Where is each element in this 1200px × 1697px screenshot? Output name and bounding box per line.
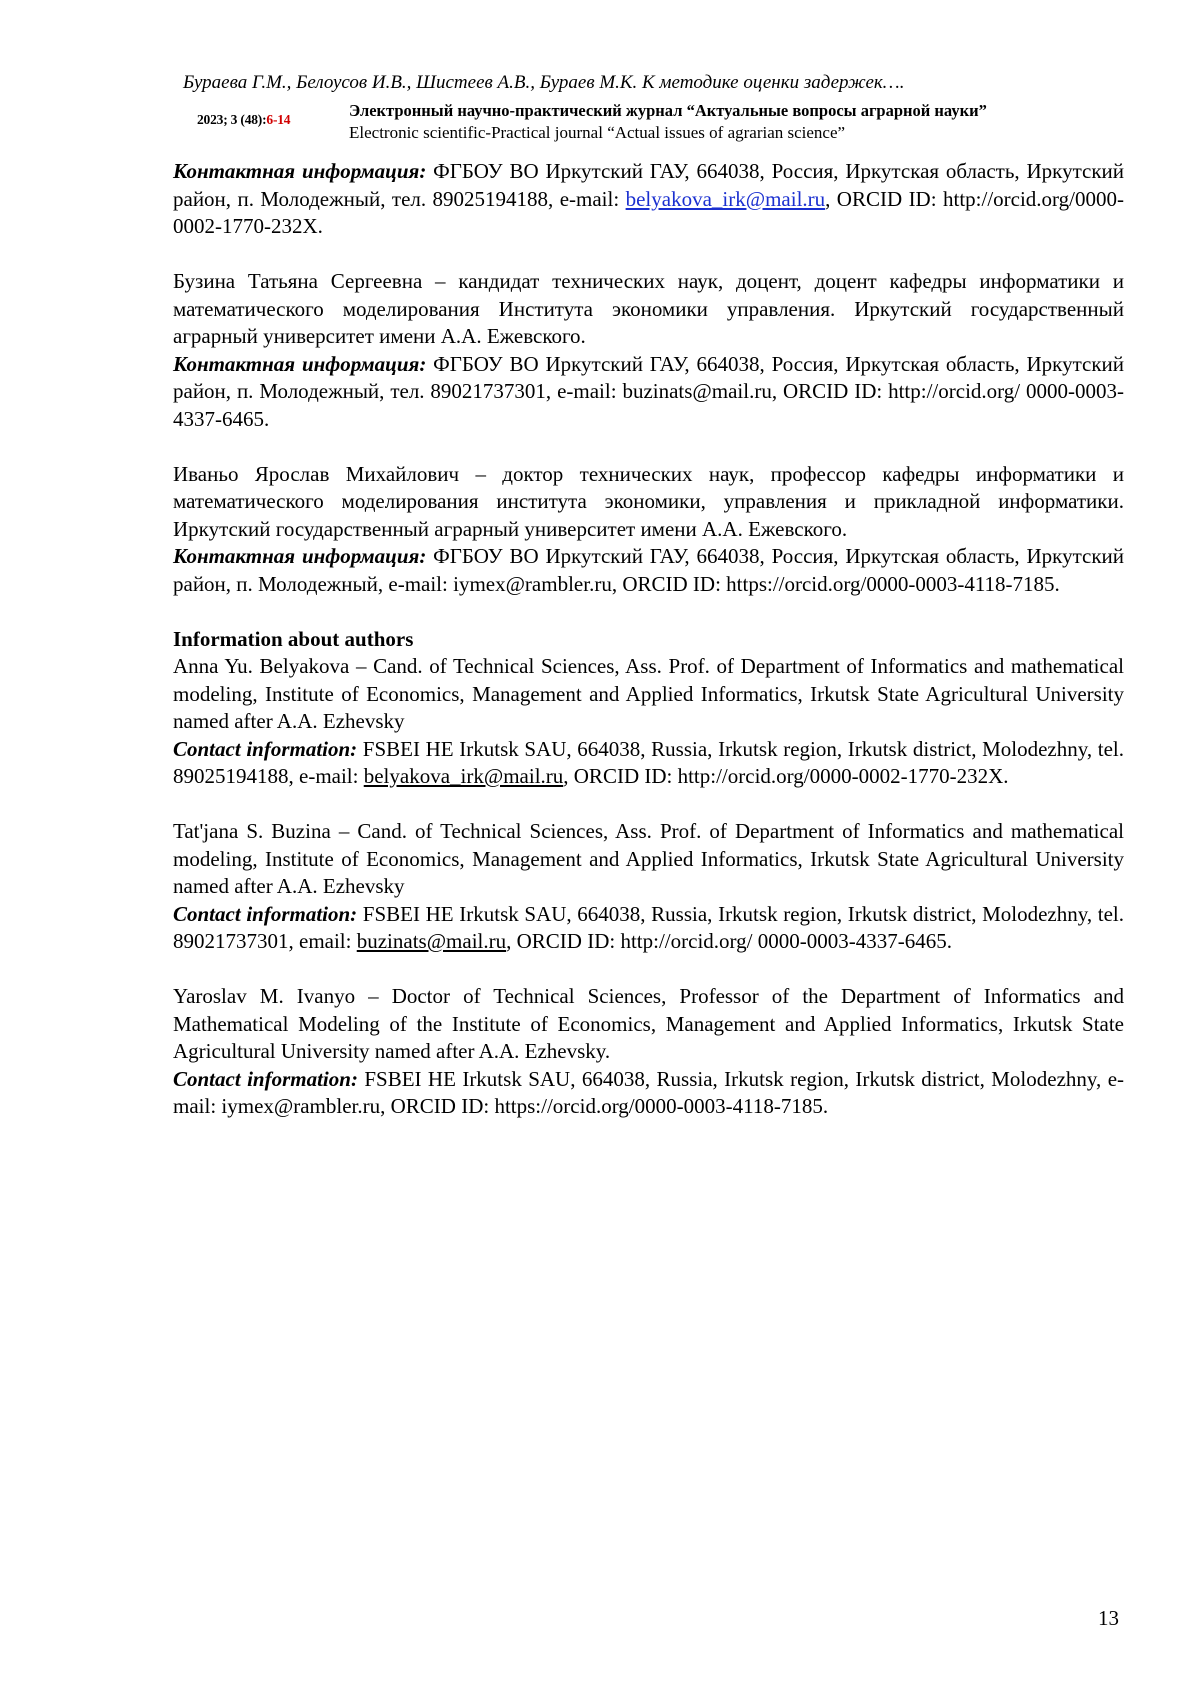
email-link[interactable]: belyakova_irk@mail.ru <box>364 764 564 788</box>
contact-text: , ORCID ID: http://orcid.org/0000-0002-1770-232X. <box>563 764 1008 788</box>
page-number: 13 <box>1098 1606 1119 1631</box>
paragraph-gap <box>173 598 1124 626</box>
en-author3-contact <box>173 1066 1124 1121</box>
journal-title-en: Electronic scientific-Practical journal “Actual issues of agrarian science” <box>349 123 845 143</box>
paragraph-gap <box>173 241 1124 269</box>
running-head: Бураева Г.М., Белоусов И.В., Шистеев А.В., Бураев М.К. К методике оценки задержек…. <box>183 72 904 94</box>
contact-text: ФГБОУ ВО Иркутский ГАУ, 664038, Россия, Иркутская область, Иркутский район, п. Молодежный, тел. 89021737301, e-mail: buzinats@mail.ru, ORCID ID: http://orcid.org/ 0000-0003-4337-6465. <box>173 352 1124 431</box>
contact-text: ФГБОУ ВО Иркутский ГАУ, 664038, Россия, Иркутская область, Иркутский район, п. Молодежный, e-mail: iymex@rambler.ru, ORCID ID: https://orcid.org/0000-0003-4118-7185. <box>173 544 1124 596</box>
contact-text: FSBEI HE Irkutsk SAU, 664038, Russia, Irkutsk region, Irkutsk district, Molodezhny, tel. 89021737301, email: <box>173 902 1124 954</box>
email-link[interactable]: buzinats@mail.ru <box>357 929 506 953</box>
contact-text: , ORCID ID: http://orcid.org/ 0000-0003-4337-6465. <box>506 929 952 953</box>
contact-label: Contact information: <box>173 902 357 926</box>
journal-title-ru: Электронный научно-практический журнал “Актуальные вопросы аграрной науки” <box>349 101 987 121</box>
issue-number: 2023; 3 (48): <box>197 112 266 127</box>
contact-text: FSBEI HE Irkutsk SAU, 664038, Russia, Irkutsk region, Irkutsk district, Molodezhny, e-mail: iymex@rambler.ru, ORCID ID: https://orcid.org/0000-0003-4118-7185. <box>173 1067 1124 1119</box>
contact-label: Контактная информация: <box>173 352 426 376</box>
ru-author3-contact <box>173 543 1124 598</box>
contact-label: Контактная информация: <box>173 159 426 183</box>
ru-author2-contact <box>173 351 1124 434</box>
ru-author1-contact <box>173 158 1124 241</box>
en-author2-bio: Tat'jana S. Buzina – Cand. of Technical Sciences, Ass. Prof. of Department of Informatics and mathematical modeling, Institute of Economics, Management and Applied Informatics, Irkutsk State Agricultural University named after A.A. Ezhevsky <box>173 818 1124 901</box>
contact-text: , ORCID ID: http://orcid.org/0000-0002-1770-232X. <box>173 187 1124 239</box>
paragraph-gap <box>173 956 1124 984</box>
issue-info <box>197 112 290 128</box>
page-content <box>173 158 1124 1121</box>
en-author3-bio: Yaroslav M. Ivanyo – Doctor of Technical Sciences, Professor of the Department of Informatics and Mathematical Modeling of the Institute of Economics, Management and Applied Informatics, Irkutsk State Agricultural University named after A.A. Ezhevsky. <box>173 983 1124 1066</box>
issue-pages: 6-14 <box>266 112 290 127</box>
en-author1-bio: Anna Yu. Belyakova – Cand. of Technical Sciences, Ass. Prof. of Department of Informatics and mathematical modeling, Institute of Economics, Management and Applied Informatics, Irkutsk State Agricultural University named after A.A. Ezhevsky <box>173 653 1124 736</box>
ru-author3-bio: Иваньо Ярослав Михайлович – доктор технических наук, профессор кафедры информатики и математического моделирования института экономики, управления и прикладной информатики. Иркутский государственный аграрный университет имени А.А. Ежевского. <box>173 461 1124 544</box>
contact-label: Contact information: <box>173 1067 358 1091</box>
email-link[interactable]: belyakova_irk@mail.ru <box>626 187 826 211</box>
en-author1-contact <box>173 736 1124 791</box>
paragraph-gap <box>173 791 1124 819</box>
contact-label: Контактная информация: <box>173 544 426 568</box>
ru-author2-bio: Бузина Татьяна Сергеевна – кандидат технических наук, доцент, доцент кафедры информатики и математического моделирования Института экономики управления. Иркутский государственный аграрный университет имени А.А. Ежевского. <box>173 268 1124 351</box>
paragraph-gap <box>173 433 1124 461</box>
contact-text: FSBEI HE Irkutsk SAU, 664038, Russia, Irkutsk region, Irkutsk district, Molodezhny, tel. 89025194188, e-mail: <box>173 737 1124 789</box>
contact-label: Contact information: <box>173 737 357 761</box>
document-page <box>0 0 1200 1697</box>
en-author2-contact <box>173 901 1124 956</box>
contact-text: ФГБОУ ВО Иркутский ГАУ, 664038, Россия, Иркутская область, Иркутский район, п. Молодежный, тел. 89025194188, e-mail: <box>173 159 1124 211</box>
section-heading: Information about authors <box>173 626 1124 654</box>
